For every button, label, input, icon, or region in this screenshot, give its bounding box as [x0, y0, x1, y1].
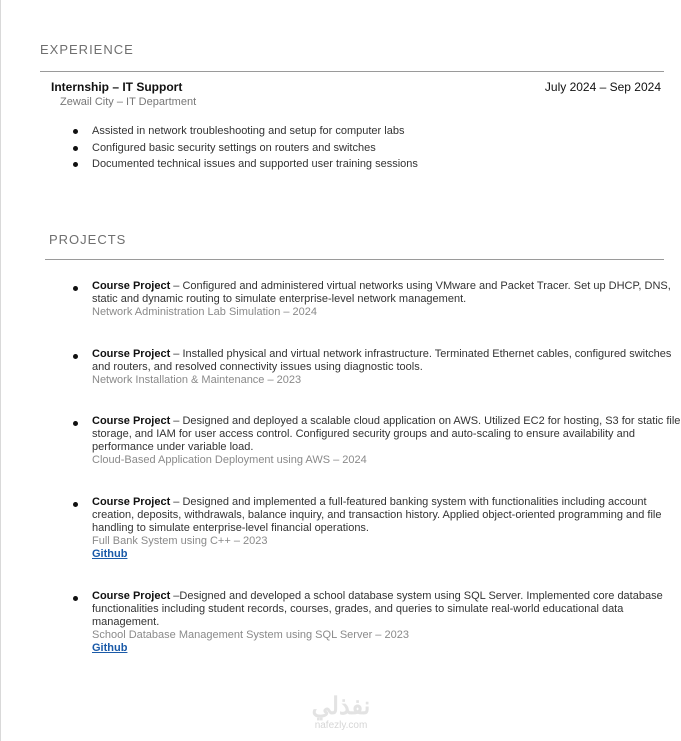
projects-divider	[45, 259, 664, 260]
page-edge	[0, 0, 1, 741]
list-item: Assisted in network troubleshooting and setup for computer labs	[72, 123, 632, 140]
project-description: – Designed and deployed a scalable cloud application on AWS. Utilized EC2 for hosting, S3 for static file storage, and IAM for user access control. Configured security groups and auto-scaling to ensure availability and performance under variable load.	[92, 415, 681, 453]
project-lead: Course Project	[92, 415, 171, 427]
project-item	[72, 415, 681, 467]
experience-bullets	[72, 123, 632, 173]
project-item	[72, 496, 681, 561]
project-subtitle: School Database Management System using SQL Server – 2023	[92, 629, 409, 641]
project-lead: Course Project	[92, 280, 171, 292]
project-subtitle: Full Bank System using C++ – 2023	[92, 535, 268, 547]
list-item: Documented technical issues and supported user training sessions	[72, 156, 632, 173]
job-dates: July 2024 – Sep 2024	[544, 80, 661, 94]
experience-divider	[40, 71, 664, 72]
project-subtitle: Network Installation & Maintenance – 2023	[92, 374, 302, 386]
project-item	[72, 590, 681, 655]
job-title: Internship – IT Support	[51, 80, 183, 94]
project-description: –Designed and developed a school database system using SQL Server. Implemented core database functionalities including student records, courses, grades, and queries to simulate real-world educational data management.	[92, 590, 663, 628]
project-lead: Course Project	[92, 496, 171, 508]
github-link[interactable]: Github	[92, 642, 128, 654]
project-description: – Installed physical and virtual network infrastructure. Terminated Ethernet cables, configured switches and routers, and resolved connectivity issues using diagnostic tools.	[92, 348, 672, 373]
github-link[interactable]: Github	[92, 548, 128, 560]
job-organization: Zewail City – IT Department	[60, 96, 197, 108]
project-subtitle: Cloud-Based Application Deployment using AWS – 2024	[92, 454, 367, 466]
watermark-latin: nafezly.com	[314, 720, 368, 731]
experience-heading: EXPERIENCE	[40, 42, 134, 57]
projects-heading: PROJECTS	[49, 232, 127, 247]
watermark-logo	[296, 694, 386, 732]
watermark-arabic: نفذلي	[311, 693, 371, 720]
project-description: – Configured and administered virtual networks using VMware and Packet Tracer. Set up DHCP, DNS, static and dynamic routing to simulate enterprise-level network management.	[92, 280, 671, 305]
project-lead: Course Project	[92, 348, 171, 360]
project-lead: Course Project	[92, 590, 171, 602]
project-item	[72, 280, 681, 319]
project-description: – Designed and implemented a full-featured banking system with functionalities including account creation, deposits, withdrawals, balance inquiry, and transaction history. Applied object-oriented programming and file handling to simulate enterprise-level financial operations.	[92, 496, 662, 534]
project-item	[72, 348, 681, 387]
project-subtitle: Network Administration Lab Simulation – 2024	[92, 306, 318, 318]
list-item: Configured basic security settings on routers and switches	[72, 140, 632, 157]
